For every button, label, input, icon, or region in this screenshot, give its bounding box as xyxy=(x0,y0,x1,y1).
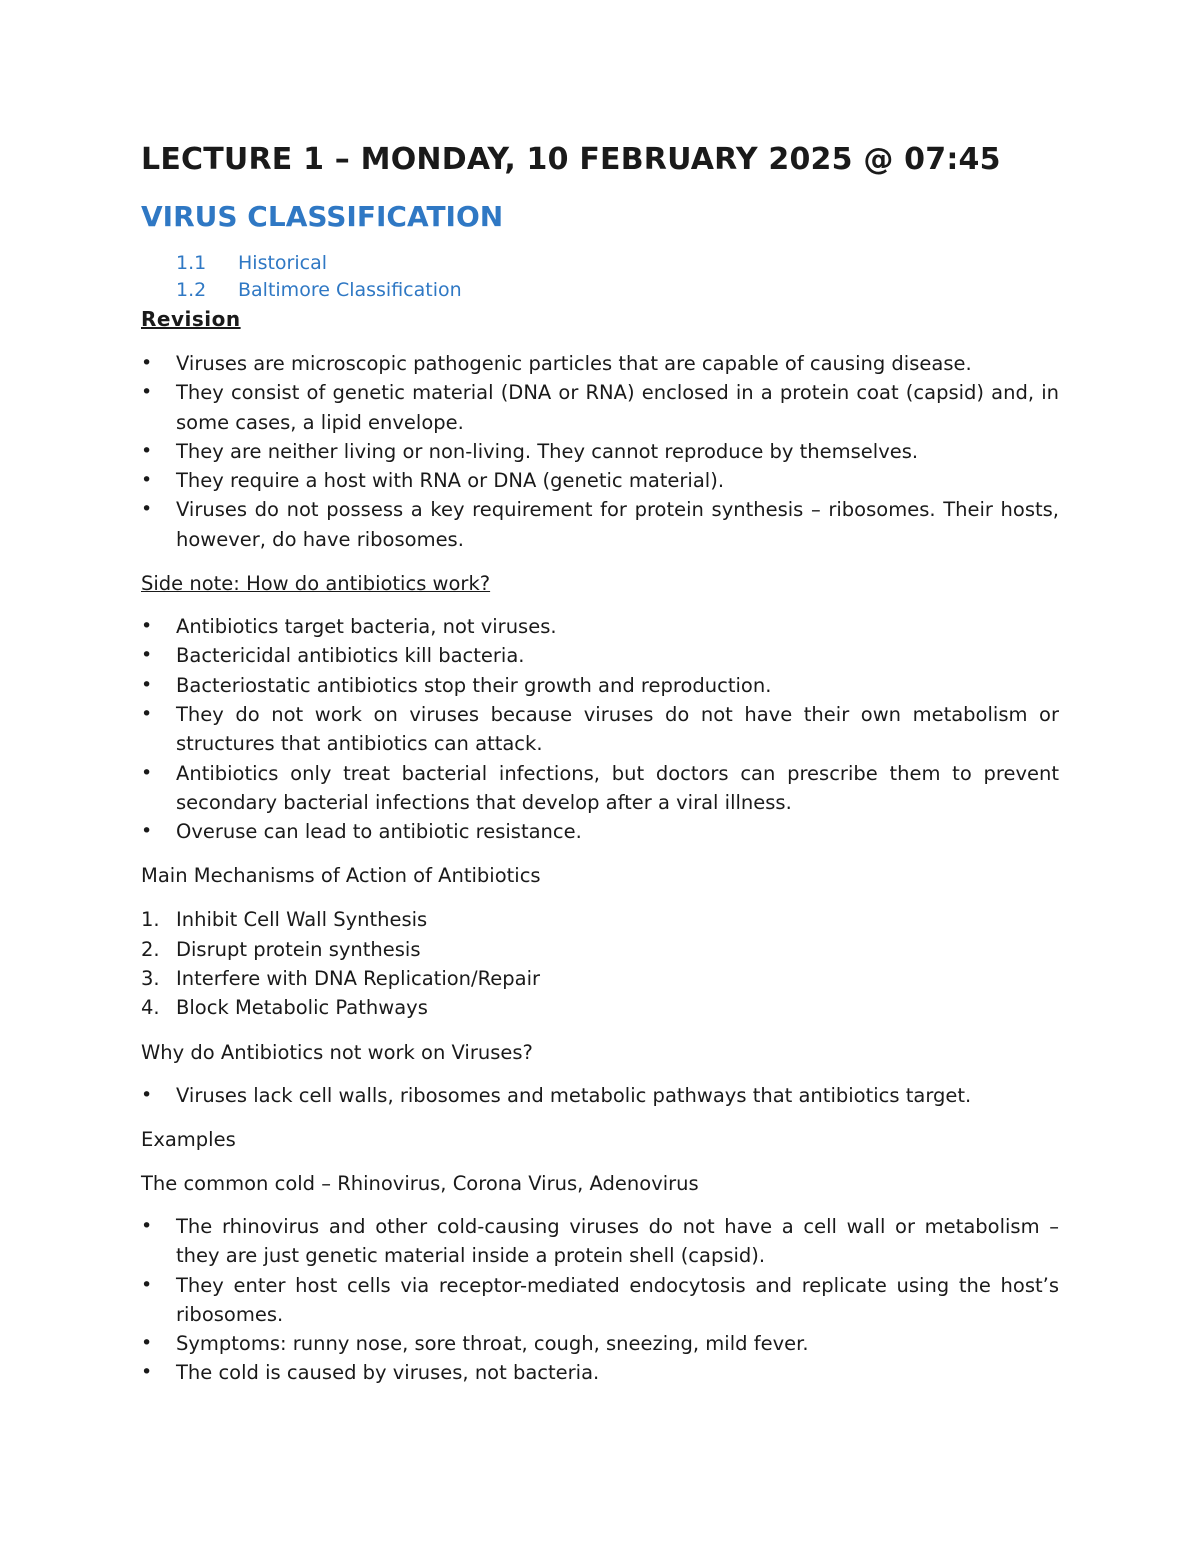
list-item: • Antibiotics only treat bacterial infections, but doctors can prescribe them to prevent secondary bacterial infections that develop after a viral illness. xyxy=(141,759,1059,818)
item-text: Block Metabolic Pathways xyxy=(176,996,428,1020)
side-note-heading: Side note: How do antibiotics work? xyxy=(141,572,491,596)
toc-item[interactable] xyxy=(141,277,1059,304)
list-item: • Bactericidal antibiotics kill bacteria. xyxy=(141,641,1059,670)
list-item: • Viruses lack cell walls, ribosomes and metabolic pathways that antibiotics target. xyxy=(141,1081,1059,1110)
list-item: • They require a host with RNA or DNA (genetic material). xyxy=(141,466,1059,495)
numbered-item xyxy=(141,993,1059,1022)
common-cold-list xyxy=(141,1212,1059,1388)
list-item: • Symptoms: runny nose, sore throat, cough, sneezing, mild fever. xyxy=(141,1329,1059,1358)
list-item: • Antibiotics target bacteria, not viruses. xyxy=(141,612,1059,641)
list-item: • Overuse can lead to antibiotic resistance. xyxy=(141,817,1059,846)
table-of-contents xyxy=(141,250,1059,304)
mechanisms-list xyxy=(141,905,1059,1022)
list-item: • Bacteriostatic antibiotics stop their growth and reproduction. xyxy=(141,671,1059,700)
item-number: 3. xyxy=(141,967,160,991)
list-item: • They enter host cells via receptor-mediated endocytosis and replicate using the host’s ribosomes. xyxy=(141,1271,1059,1330)
lecture-title: LECTURE 1 – MONDAY, 10 FEBRUARY 2025 @ 07:45 xyxy=(141,142,1001,177)
examples-heading: Examples xyxy=(141,1127,236,1151)
numbered-item xyxy=(141,964,1059,993)
item-number: 2. xyxy=(141,937,160,961)
numbered-item xyxy=(141,935,1059,964)
why-list xyxy=(141,1081,1059,1110)
list-item: • Viruses are microscopic pathogenic particles that are capable of causing disease. xyxy=(141,349,1059,378)
list-item: • The rhinovirus and other cold-causing viruses do not have a cell wall or metabolism – they are just genetic material inside a protein shell (capsid). xyxy=(141,1212,1059,1271)
list-item: • They do not work on viruses because viruses do not have their own metabolism or structures that antibiotics can attack. xyxy=(141,700,1059,759)
item-text: Interfere with DNA Replication/Repair xyxy=(176,967,541,991)
list-item: • The cold is caused by viruses, not bacteria. xyxy=(141,1358,1059,1387)
document-page xyxy=(141,140,1059,1388)
toc-label: Historical xyxy=(238,252,327,274)
numbered-item xyxy=(141,905,1059,934)
common-cold-heading: The common cold – Rhinovirus, Corona Virus, Adenovirus xyxy=(141,1171,699,1195)
item-number: 1. xyxy=(141,908,160,932)
item-text: Disrupt protein synthesis xyxy=(176,937,421,961)
side-note-list xyxy=(141,612,1059,846)
list-item: • They are neither living or non-living. They cannot reproduce by themselves. xyxy=(141,437,1059,466)
why-heading: Why do Antibiotics not work on Viruses? xyxy=(141,1040,533,1064)
mechanisms-heading: Main Mechanisms of Action of Antibiotics xyxy=(141,864,541,888)
list-item: • Viruses do not possess a key requirement for protein synthesis – ribosomes. Their hosts, however, do have ribosomes. xyxy=(141,495,1059,554)
toc-item[interactable] xyxy=(141,250,1059,277)
section-title: VIRUS CLASSIFICATION xyxy=(141,200,504,233)
revision-list xyxy=(141,349,1059,554)
toc-number: 1.1 xyxy=(176,252,207,274)
list-item: • They consist of genetic material (DNA or RNA) enclosed in a protein coat (capsid) and, in some cases, a lipid envelope. xyxy=(141,378,1059,437)
item-number: 4. xyxy=(141,996,160,1020)
revision-heading: Revision xyxy=(141,307,241,331)
toc-label: Baltimore Classification xyxy=(238,279,462,301)
toc-number: 1.2 xyxy=(176,279,207,301)
item-text: Inhibit Cell Wall Synthesis xyxy=(176,908,428,932)
